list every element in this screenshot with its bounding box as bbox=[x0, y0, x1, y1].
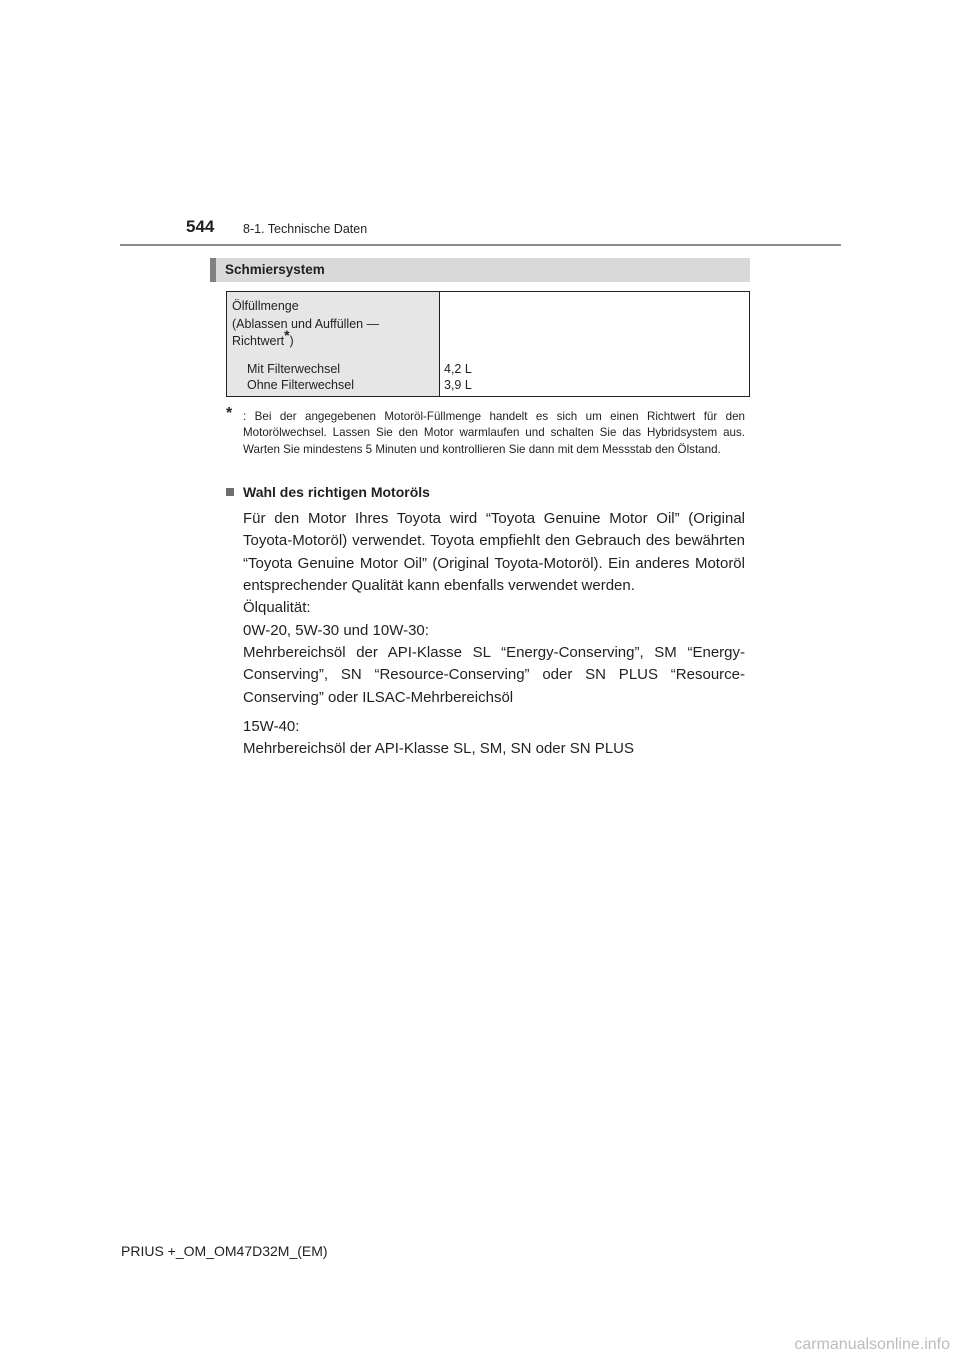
spec-row-value: 4,2 L bbox=[444, 362, 472, 376]
oil-grade-2-text: Mehrbereichsöl der API-Klasse SL, SM, SN oder SN PLUS bbox=[243, 740, 634, 757]
spec-label-line-1: Ölfüllmenge bbox=[232, 299, 299, 313]
section-label: 8-1. Technische Daten bbox=[243, 222, 368, 236]
section-bar-accent bbox=[210, 258, 216, 282]
oil-grade-1-text: Mehrbereichsöl der API-Klasse SL “Energy-Conserving”, SM “Energy-Conserving”, SN “Resource-Conserving” oder SN PLUS “Resource-Conserving” oder ILSAC-Mehrbereichsöl bbox=[243, 644, 745, 706]
footnote-text: : Bei der angegebenen Motoröl-Füllmenge handelt es sich um einen Richtwert für den Motorölwechsel. Lassen Sie den Motor warmlaufen und schalten Sie das Hybridsystem aus. Warten Sie mindestens 5 Minuten und kontrollieren Sie dann mit dem Messstab den Ölstand. bbox=[243, 410, 745, 456]
spec-label-richtwert: Richtwert bbox=[232, 334, 285, 348]
oil-grade-2: 15W-40: bbox=[243, 718, 300, 735]
spec-label-line-3 bbox=[232, 327, 294, 350]
oil-grade-1: 0W-20, 5W-30 und 10W-30: bbox=[243, 622, 429, 639]
spec-label-close: ) bbox=[289, 334, 294, 348]
spec-row-label: Ohne Filterwechsel bbox=[247, 378, 354, 392]
section-title: Schmiersystem bbox=[225, 262, 325, 277]
oil-section-heading: Wahl des richtigen Motoröls bbox=[243, 484, 430, 500]
square-bullet-icon bbox=[226, 488, 234, 496]
spec-label-line-2: (Ablassen und Auffüllen — bbox=[232, 317, 380, 331]
footnote-mark: * bbox=[226, 405, 233, 422]
spec-row-value: 3,9 L bbox=[444, 378, 472, 392]
oil-quality-label: Ölqualität: bbox=[243, 599, 311, 616]
page-number: 544 bbox=[186, 217, 215, 236]
section-bar bbox=[210, 258, 750, 282]
footer-doc-code: PRIUS +_OM_OM47D32M_(EM) bbox=[121, 1243, 328, 1259]
oil-intro-paragraph: Für den Motor Ihres Toyota wird “Toyota Genuine Motor Oil” (Original Toyota-Motoröl) verwendet. Toyota empfiehlt den Gebrauch des bewährten “Toyota Genuine Motor Oil” (Original Toyota-Motoröl). Ein anderes Motoröl entsprechender Qualität kann ebenfalls verwendet werden. bbox=[243, 510, 745, 594]
spec-table bbox=[226, 291, 750, 397]
header-rule bbox=[120, 244, 841, 246]
footnote-asterisk: * bbox=[284, 327, 290, 343]
watermark: carmanualsonline.info bbox=[794, 1336, 950, 1353]
spec-row-label: Mit Filterwechsel bbox=[247, 362, 341, 376]
